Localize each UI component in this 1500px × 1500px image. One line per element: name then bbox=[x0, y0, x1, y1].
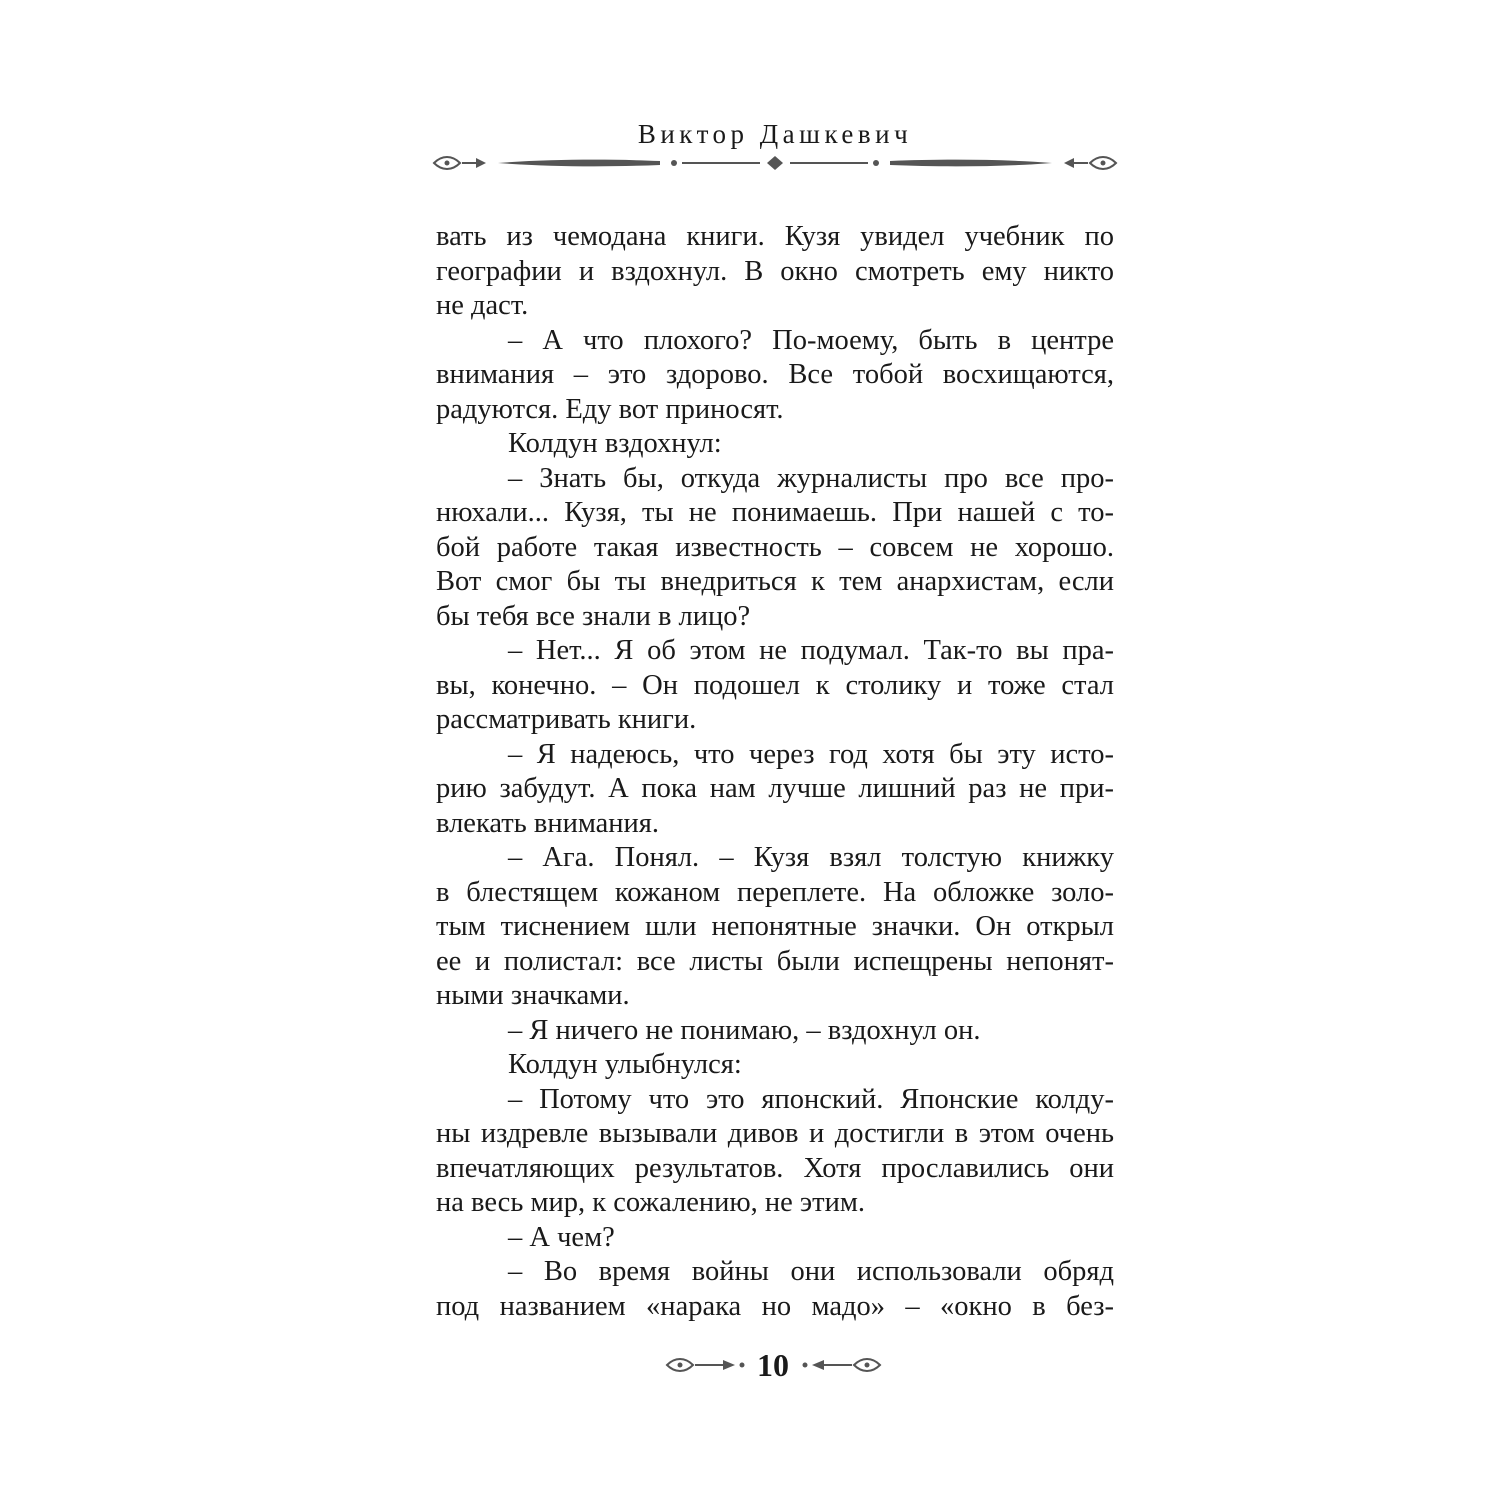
running-head-author: Виктор Дашкевич bbox=[637, 119, 913, 149]
fleuron-icon bbox=[665, 1353, 747, 1377]
text-line: – А что плохого? По-моему, быть в центре bbox=[508, 324, 1114, 356]
text-line: Колдун вздохнул: bbox=[508, 428, 722, 459]
page-footer bbox=[0, 1343, 1500, 1387]
text-line: ны издревле вызывали дивов и достигли в этом очень bbox=[436, 1118, 1114, 1149]
text-line: Колдун улыбнулся: bbox=[508, 1049, 742, 1080]
text-line: географии и вздохнул. В окно смотреть ему никто bbox=[436, 255, 1114, 287]
text-line: – Во время войны они использовали обряд bbox=[508, 1256, 1114, 1287]
text-line: не даст. bbox=[436, 290, 529, 321]
text-line: ее и полистал: все листы были испещрены непонят- bbox=[436, 945, 1114, 977]
body-text bbox=[436, 220, 1114, 1324]
text-line: – Ага. Понял. – Кузя взял толстую книжку bbox=[508, 842, 1114, 873]
text-line: вы, конечно. – Он подошел к столику и тоже стал bbox=[436, 669, 1114, 701]
text-line: вать из чемодана книги. Кузя увидел учебник по bbox=[436, 221, 1114, 252]
text-line: – Знать бы, откуда журналисты про все про- bbox=[508, 462, 1114, 494]
text-line: впечатляющих результатов. Хотя прославились они bbox=[436, 1152, 1114, 1184]
text-line: – А чем? bbox=[508, 1221, 615, 1253]
text-line: – Потому что это японский. Японские колду- bbox=[508, 1083, 1114, 1115]
text-line: ными значками. bbox=[436, 980, 630, 1011]
text-line: в блестящем кожаном переплете. На обложке золо- bbox=[436, 876, 1114, 908]
text-line: на весь мир, к сожалению, не этим. bbox=[436, 1187, 866, 1218]
text-line: – Нет... Я об этом не подумал. Так-то вы пра- bbox=[508, 635, 1114, 666]
text-line: нюхали... Кузя, ты не понимаешь. При нашей с то- bbox=[436, 497, 1114, 528]
fleuron-icon bbox=[800, 1353, 882, 1377]
text-line: рию забудут. А пока нам лучше лишний раз не при- bbox=[436, 773, 1114, 804]
decorative-rule-icon bbox=[430, 150, 1120, 176]
text-line: Вот смог бы ты внедриться к тем анархистам, если bbox=[436, 566, 1114, 597]
text-line: бы тебя все знали в лицо? bbox=[436, 600, 751, 632]
text-line: под названием «нарака но мадо» – «окно в без- bbox=[436, 1290, 1114, 1322]
text-line: внимания – это здорово. Все тобой восхищаются, bbox=[436, 359, 1114, 390]
text-line: рассматривать книги. bbox=[436, 704, 697, 735]
text-line: радуются. Еду вот приносят. bbox=[436, 393, 784, 425]
text-line: тым тиснением шли непонятные значки. Он открыл bbox=[436, 911, 1114, 942]
text-line: – Я надеюсь, что через год хотя бы эту исто- bbox=[508, 738, 1114, 770]
text-line: бой работе такая известность – совсем не хорошо. bbox=[436, 531, 1114, 563]
text-line: – Я ничего не понимаю, – вздохнул он. bbox=[508, 1014, 981, 1046]
text-line: влекать внимания. bbox=[436, 807, 660, 839]
page-number: 10 bbox=[757, 1347, 789, 1383]
